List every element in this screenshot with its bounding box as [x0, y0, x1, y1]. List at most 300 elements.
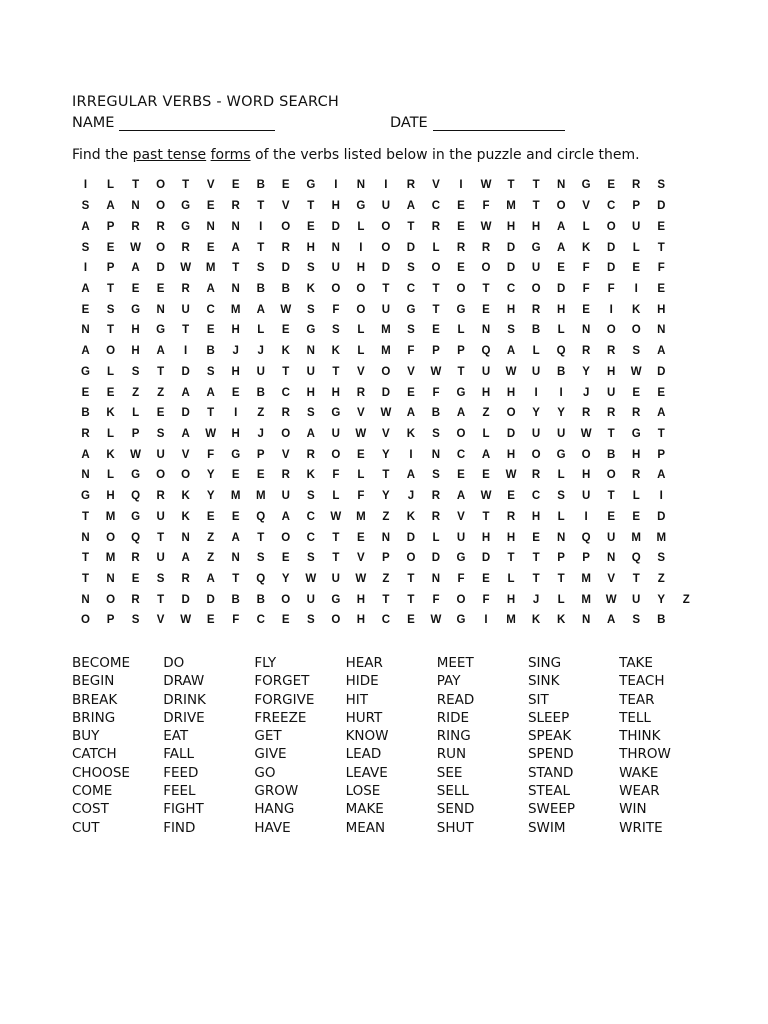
grid-letter[interactable]: O — [281, 593, 291, 606]
grid-letter[interactable]: N — [231, 552, 240, 565]
grid-letter[interactable]: W — [605, 593, 617, 606]
grid-letter[interactable]: B — [256, 179, 265, 192]
grid-letter[interactable]: E — [457, 220, 465, 233]
grid-letter[interactable]: U — [306, 365, 315, 378]
grid-letter[interactable]: D — [556, 282, 566, 295]
grid-letter[interactable]: T — [407, 220, 415, 233]
grid-letter[interactable]: E — [206, 324, 215, 337]
grid-letter[interactable]: T — [332, 531, 340, 544]
grid-letter[interactable]: E — [557, 262, 565, 275]
grid-letter[interactable]: S — [81, 241, 90, 254]
grid-letter[interactable]: K — [106, 448, 115, 461]
grid-letter[interactable]: M — [105, 510, 116, 523]
grid-letter[interactable]: E — [632, 510, 641, 523]
grid-letter[interactable]: L — [357, 220, 365, 233]
grid-letter[interactable]: T — [82, 510, 90, 523]
grid-letter[interactable]: E — [632, 386, 641, 399]
grid-letter[interactable]: A — [506, 345, 516, 358]
grid-letter[interactable]: C — [256, 614, 265, 627]
grid-letter[interactable]: O — [606, 324, 616, 337]
grid-letter[interactable]: I — [234, 407, 238, 420]
grid-letter[interactable]: D — [406, 241, 416, 254]
grid-letter[interactable]: D — [506, 427, 516, 440]
grid-letter[interactable]: L — [557, 324, 565, 337]
grid-letter[interactable]: L — [107, 365, 115, 378]
grid-letter[interactable]: G — [181, 220, 191, 233]
grid-letter[interactable]: A — [206, 573, 215, 586]
grid-letter[interactable]: F — [232, 614, 240, 627]
grid-letter[interactable]: T — [532, 552, 540, 565]
grid-letter[interactable]: T — [307, 200, 315, 213]
grid-letter[interactable]: T — [532, 573, 540, 586]
grid-letter[interactable]: H — [356, 262, 366, 275]
grid-letter[interactable]: S — [507, 324, 515, 337]
grid-letter[interactable]: H — [531, 220, 541, 233]
grid-letter[interactable]: Q — [256, 573, 266, 586]
grid-letter[interactable]: T — [182, 179, 190, 192]
grid-letter[interactable]: U — [156, 510, 165, 523]
grid-letter[interactable]: E — [281, 179, 290, 192]
grid-letter[interactable]: T — [407, 593, 415, 606]
grid-letter[interactable]: A — [306, 427, 315, 440]
name-blank-line[interactable] — [119, 116, 275, 131]
grid-letter[interactable]: G — [81, 490, 90, 503]
grid-letter[interactable]: D — [181, 365, 190, 378]
grid-letter[interactable]: O — [81, 614, 90, 627]
grid-letter[interactable]: S — [306, 303, 315, 316]
word-search-grid[interactable] — [73, 175, 699, 631]
grid-letter[interactable]: R — [181, 573, 190, 586]
grid-letter[interactable]: O — [456, 593, 466, 606]
grid-letter[interactable]: S — [206, 365, 215, 378]
grid-letter[interactable]: U — [456, 531, 466, 544]
grid-letter[interactable]: H — [531, 510, 541, 523]
grid-letter[interactable]: W — [430, 365, 442, 378]
grid-letter[interactable]: K — [181, 510, 190, 523]
grid-letter[interactable]: T — [282, 365, 290, 378]
grid-letter[interactable]: Z — [382, 573, 390, 586]
grid-letter[interactable]: H — [356, 614, 366, 627]
grid-letter[interactable]: G — [581, 179, 591, 192]
grid-letter[interactable]: S — [256, 262, 265, 275]
grid-letter[interactable]: E — [482, 303, 490, 316]
grid-letter[interactable]: E — [156, 282, 165, 295]
grid-letter[interactable]: D — [481, 552, 491, 565]
grid-letter[interactable]: O — [181, 469, 191, 482]
grid-letter[interactable]: E — [657, 386, 666, 399]
grid-letter[interactable]: A — [281, 510, 290, 523]
grid-letter[interactable]: A — [81, 282, 90, 295]
grid-letter[interactable]: Y — [557, 407, 565, 420]
grid-letter[interactable]: O — [106, 593, 116, 606]
grid-letter[interactable]: J — [582, 386, 590, 399]
grid-letter[interactable]: I — [359, 241, 363, 254]
grid-letter[interactable]: G — [456, 614, 466, 627]
grid-letter[interactable]: O — [356, 282, 366, 295]
grid-letter[interactable]: R — [456, 241, 466, 254]
grid-letter[interactable]: E — [281, 614, 290, 627]
grid-letter[interactable]: W — [280, 303, 292, 316]
grid-letter[interactable]: L — [432, 531, 440, 544]
grid-letter[interactable]: Y — [281, 573, 290, 586]
grid-letter[interactable]: S — [632, 614, 641, 627]
grid-letter[interactable]: K — [306, 282, 315, 295]
grid-letter[interactable]: K — [406, 427, 416, 440]
grid-letter[interactable]: R — [632, 469, 641, 482]
grid-letter[interactable]: U — [607, 531, 616, 544]
grid-letter[interactable]: T — [532, 179, 540, 192]
grid-letter[interactable]: N — [156, 303, 165, 316]
grid-letter[interactable]: S — [306, 552, 315, 565]
grid-letter[interactable]: A — [607, 614, 616, 627]
grid-letter[interactable]: K — [331, 345, 340, 358]
grid-letter[interactable]: E — [582, 303, 590, 316]
grid-letter[interactable]: T — [107, 324, 115, 337]
grid-letter[interactable]: W — [180, 262, 192, 275]
grid-letter[interactable]: N — [431, 573, 441, 586]
grid-letter[interactable]: H — [356, 593, 366, 606]
grid-letter[interactable]: O — [331, 448, 341, 461]
grid-letter[interactable]: R — [581, 345, 591, 358]
grid-letter[interactable]: E — [81, 386, 90, 399]
grid-letter[interactable]: D — [156, 262, 165, 275]
grid-letter[interactable]: U — [531, 427, 541, 440]
grid-letter[interactable]: D — [181, 407, 190, 420]
grid-letter[interactable]: O — [156, 200, 166, 213]
grid-letter[interactable]: I — [559, 386, 563, 399]
grid-letter[interactable]: G — [331, 593, 341, 606]
grid-letter[interactable]: V — [281, 200, 290, 213]
grid-letter[interactable]: Z — [257, 407, 265, 420]
grid-letter[interactable]: E — [81, 303, 90, 316]
grid-letter[interactable]: A — [657, 469, 666, 482]
grid-letter[interactable]: D — [657, 200, 666, 213]
grid-letter[interactable]: G — [531, 241, 541, 254]
grid-letter[interactable]: S — [106, 303, 115, 316]
grid-letter[interactable]: E — [657, 282, 666, 295]
grid-letter[interactable]: W — [305, 573, 317, 586]
grid-letter[interactable]: F — [657, 262, 665, 275]
grid-letter[interactable]: U — [531, 262, 541, 275]
grid-letter[interactable]: T — [457, 365, 465, 378]
grid-letter[interactable]: O — [356, 303, 366, 316]
grid-letter[interactable]: I — [83, 179, 88, 192]
grid-letter[interactable]: D — [331, 220, 340, 233]
grid-letter[interactable]: F — [332, 303, 340, 316]
grid-letter[interactable]: P — [131, 427, 140, 440]
grid-letter[interactable]: P — [457, 345, 465, 358]
grid-letter[interactable]: A — [81, 220, 90, 233]
grid-letter[interactable]: T — [82, 552, 90, 565]
grid-letter[interactable]: A — [231, 241, 240, 254]
grid-letter[interactable]: D — [181, 593, 190, 606]
grid-letter[interactable]: Q — [131, 531, 141, 544]
grid-letter[interactable]: M — [631, 531, 641, 544]
grid-letter[interactable]: V — [382, 427, 390, 440]
grid-letter[interactable]: O — [531, 282, 541, 295]
grid-letter[interactable]: C — [506, 282, 516, 295]
grid-letter[interactable]: A — [181, 427, 190, 440]
grid-letter[interactable]: W — [505, 469, 517, 482]
grid-letter[interactable]: Z — [207, 531, 215, 544]
grid-letter[interactable]: W — [130, 448, 141, 461]
grid-letter[interactable]: W — [480, 490, 492, 503]
grid-letter[interactable]: J — [407, 490, 415, 503]
grid-letter[interactable]: H — [331, 386, 340, 399]
grid-letter[interactable]: T — [257, 241, 265, 254]
grid-letter[interactable]: A — [481, 448, 491, 461]
grid-letter[interactable]: A — [131, 262, 140, 275]
grid-letter[interactable]: H — [657, 303, 666, 316]
grid-letter[interactable]: K — [306, 469, 315, 482]
grid-letter[interactable]: U — [632, 220, 641, 233]
grid-letter[interactable]: R — [281, 241, 290, 254]
grid-letter[interactable]: K — [181, 490, 190, 503]
grid-letter[interactable]: B — [81, 407, 90, 420]
grid-letter[interactable]: T — [432, 282, 440, 295]
grid-letter[interactable]: R — [632, 407, 641, 420]
grid-letter[interactable]: O — [606, 469, 616, 482]
grid-letter[interactable]: E — [206, 241, 215, 254]
grid-letter[interactable]: S — [331, 324, 340, 337]
grid-letter[interactable]: F — [482, 593, 490, 606]
grid-letter[interactable]: A — [81, 448, 90, 461]
grid-letter[interactable]: O — [631, 324, 641, 337]
grid-letter[interactable]: A — [657, 407, 666, 420]
grid-letter[interactable]: H — [506, 448, 516, 461]
grid-letter[interactable]: M — [581, 593, 591, 606]
grid-letter[interactable]: J — [532, 593, 540, 606]
grid-letter[interactable]: V — [432, 179, 440, 192]
grid-letter[interactable]: O — [531, 448, 541, 461]
grid-letter[interactable]: O — [556, 200, 566, 213]
grid-letter[interactable]: R — [431, 490, 441, 503]
grid-letter[interactable]: O — [381, 365, 391, 378]
grid-letter[interactable]: E — [231, 386, 240, 399]
grid-letter[interactable]: W — [330, 510, 342, 523]
grid-letter[interactable]: O — [156, 469, 166, 482]
grid-letter[interactable]: T — [607, 490, 615, 503]
grid-letter[interactable]: S — [81, 200, 90, 213]
grid-letter[interactable]: C — [456, 448, 466, 461]
grid-letter[interactable]: I — [384, 179, 388, 192]
grid-letter[interactable]: B — [256, 282, 265, 295]
grid-letter[interactable]: L — [132, 407, 140, 420]
grid-letter[interactable]: H — [231, 427, 240, 440]
grid-letter[interactable]: E — [482, 469, 490, 482]
grid-letter[interactable]: W — [430, 614, 442, 627]
grid-letter[interactable]: J — [232, 345, 239, 358]
grid-letter[interactable]: O — [381, 220, 391, 233]
grid-letter[interactable]: Z — [482, 407, 490, 420]
grid-letter[interactable]: F — [607, 282, 615, 295]
grid-letter[interactable]: A — [256, 303, 265, 316]
grid-letter[interactable]: T — [557, 573, 565, 586]
grid-letter[interactable]: L — [632, 490, 640, 503]
grid-letter[interactable]: N — [657, 324, 666, 337]
grid-letter[interactable]: I — [534, 386, 538, 399]
grid-letter[interactable]: S — [306, 490, 315, 503]
grid-letter[interactable]: A — [406, 469, 416, 482]
grid-letter[interactable]: F — [582, 282, 590, 295]
grid-letter[interactable]: J — [257, 427, 264, 440]
grid-letter[interactable]: S — [306, 262, 315, 275]
grid-letter[interactable]: S — [657, 552, 666, 565]
grid-letter[interactable]: P — [657, 448, 666, 461]
grid-letter[interactable]: I — [609, 303, 613, 316]
grid-letter[interactable]: W — [355, 427, 367, 440]
grid-letter[interactable]: T — [657, 241, 665, 254]
grid-letter[interactable]: S — [657, 179, 666, 192]
grid-letter[interactable]: I — [334, 179, 338, 192]
grid-letter[interactable]: P — [382, 552, 390, 565]
grid-letter[interactable]: C — [431, 200, 441, 213]
grid-letter[interactable]: Q — [581, 531, 591, 544]
grid-letter[interactable]: N — [481, 324, 491, 337]
grid-letter[interactable]: E — [106, 241, 115, 254]
grid-letter[interactable]: N — [131, 200, 140, 213]
grid-letter[interactable]: R — [231, 200, 240, 213]
grid-letter[interactable]: E — [231, 179, 240, 192]
grid-letter[interactable]: L — [357, 345, 365, 358]
grid-letter[interactable]: A — [456, 407, 466, 420]
grid-letter[interactable]: V — [181, 448, 190, 461]
grid-letter[interactable]: L — [107, 427, 115, 440]
grid-letter[interactable]: R — [281, 407, 290, 420]
grid-letter[interactable]: Z — [157, 386, 165, 399]
grid-letter[interactable]: D — [206, 593, 215, 606]
grid-letter[interactable]: U — [156, 448, 165, 461]
grid-letter[interactable]: W — [505, 365, 517, 378]
grid-letter[interactable]: L — [532, 345, 540, 358]
grid-letter[interactable]: W — [130, 241, 141, 254]
grid-letter[interactable]: D — [657, 510, 666, 523]
grid-letter[interactable]: V — [357, 552, 365, 565]
grid-letter[interactable]: Q — [556, 345, 566, 358]
grid-letter[interactable]: T — [382, 593, 390, 606]
grid-letter[interactable]: N — [81, 593, 90, 606]
grid-letter[interactable]: A — [206, 386, 215, 399]
grid-letter[interactable]: O — [331, 282, 341, 295]
grid-letter[interactable]: N — [431, 448, 441, 461]
grid-letter[interactable]: R — [131, 220, 140, 233]
grid-letter[interactable]: H — [231, 324, 240, 337]
grid-letter[interactable]: U — [331, 573, 340, 586]
grid-letter[interactable]: Q — [631, 552, 641, 565]
grid-letter[interactable]: R — [131, 593, 140, 606]
grid-letter[interactable]: E — [632, 262, 641, 275]
grid-letter[interactable]: P — [106, 262, 115, 275]
grid-letter[interactable]: H — [131, 345, 140, 358]
grid-letter[interactable]: T — [157, 593, 165, 606]
grid-letter[interactable]: R — [356, 386, 366, 399]
grid-letter[interactable]: E — [482, 573, 490, 586]
grid-letter[interactable]: N — [556, 179, 566, 192]
grid-letter[interactable]: H — [607, 365, 616, 378]
grid-letter[interactable]: T — [382, 469, 390, 482]
grid-letter[interactable]: I — [259, 220, 263, 233]
grid-letter[interactable]: T — [482, 510, 490, 523]
grid-letter[interactable]: E — [407, 386, 415, 399]
grid-letter[interactable]: F — [407, 345, 415, 358]
grid-letter[interactable]: R — [281, 469, 290, 482]
grid-letter[interactable]: O — [506, 407, 516, 420]
grid-letter[interactable]: L — [107, 469, 115, 482]
grid-letter[interactable]: H — [506, 593, 516, 606]
grid-letter[interactable]: L — [557, 469, 565, 482]
grid-letter[interactable]: F — [332, 469, 340, 482]
grid-letter[interactable]: K — [531, 614, 541, 627]
grid-letter[interactable]: F — [482, 200, 490, 213]
grid-letter[interactable]: E — [607, 179, 615, 192]
grid-letter[interactable]: U — [381, 303, 391, 316]
grid-letter[interactable]: U — [331, 262, 340, 275]
grid-letter[interactable]: M — [105, 552, 116, 565]
grid-letter[interactable]: N — [81, 324, 90, 337]
grid-letter[interactable]: H — [106, 490, 115, 503]
grid-letter[interactable]: L — [332, 490, 340, 503]
date-field[interactable] — [390, 115, 565, 131]
grid-letter[interactable]: H — [632, 448, 641, 461]
grid-letter[interactable]: D — [607, 262, 616, 275]
grid-letter[interactable]: T — [657, 427, 665, 440]
grid-letter[interactable]: R — [306, 448, 315, 461]
grid-letter[interactable]: K — [281, 345, 290, 358]
grid-letter[interactable]: I — [634, 282, 638, 295]
grid-letter[interactable]: E — [231, 510, 240, 523]
grid-letter[interactable]: H — [506, 220, 516, 233]
grid-letter[interactable]: Z — [657, 573, 665, 586]
grid-letter[interactable]: E — [457, 469, 465, 482]
grid-letter[interactable]: B — [281, 282, 290, 295]
grid-letter[interactable]: P — [256, 448, 265, 461]
grid-letter[interactable]: N — [81, 531, 90, 544]
grid-letter[interactable]: T — [507, 552, 515, 565]
grid-letter[interactable]: P — [557, 552, 565, 565]
grid-letter[interactable]: D — [506, 262, 516, 275]
grid-letter[interactable]: H — [506, 386, 516, 399]
grid-letter[interactable]: H — [231, 365, 240, 378]
grid-letter[interactable]: W — [180, 614, 192, 627]
grid-letter[interactable]: E — [457, 200, 465, 213]
grid-letter[interactable]: M — [581, 573, 591, 586]
grid-letter[interactable]: I — [184, 345, 188, 358]
grid-letter[interactable]: E — [507, 490, 515, 503]
grid-letter[interactable]: W — [205, 427, 217, 440]
grid-letter[interactable]: E — [357, 448, 365, 461]
grid-letter[interactable]: E — [131, 573, 140, 586]
grid-letter[interactable]: S — [306, 407, 315, 420]
grid-letter[interactable]: N — [181, 531, 190, 544]
grid-letter[interactable]: R — [431, 510, 441, 523]
grid-letter[interactable]: O — [281, 427, 291, 440]
grid-letter[interactable]: L — [257, 324, 265, 337]
grid-letter[interactable]: P — [106, 614, 115, 627]
grid-letter[interactable]: Y — [206, 490, 215, 503]
grid-letter[interactable]: A — [657, 345, 666, 358]
grid-letter[interactable]: G — [306, 324, 316, 337]
grid-letter[interactable]: O — [581, 448, 591, 461]
grid-letter[interactable]: N — [331, 241, 340, 254]
grid-letter[interactable]: G — [406, 303, 416, 316]
grid-letter[interactable]: D — [381, 262, 391, 275]
grid-letter[interactable]: T — [82, 573, 90, 586]
grid-letter[interactable]: T — [407, 573, 415, 586]
grid-letter[interactable]: T — [432, 303, 440, 316]
grid-letter[interactable]: U — [556, 427, 566, 440]
grid-letter[interactable]: I — [83, 262, 88, 275]
grid-letter[interactable]: Q — [256, 510, 266, 523]
